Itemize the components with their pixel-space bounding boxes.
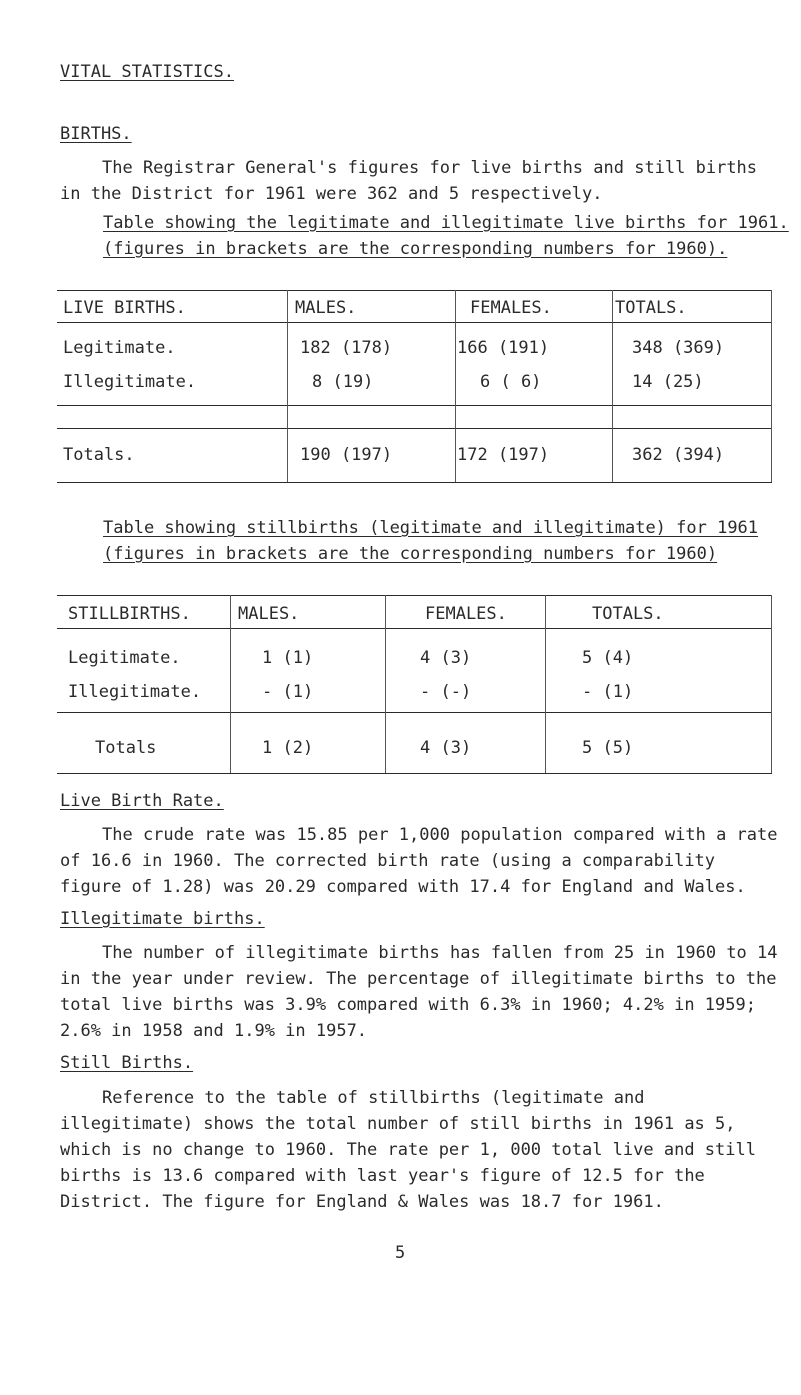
- still-births-title: Still Births.: [60, 1053, 194, 1073]
- row-totals: 14 (25): [632, 372, 704, 392]
- births-title: BIRTHS.: [60, 124, 132, 144]
- total-females: 172 (197): [457, 445, 550, 465]
- stillbirths-caption-1: Table showing stillbirths (legitimate and illegitimate) for 1961: [103, 518, 759, 538]
- live-births-caption-2: (figures in brackets are the corresponding numbers for 1960).: [103, 239, 728, 259]
- live-header-females: FEMALES.: [470, 298, 552, 318]
- row-females: - (-): [420, 682, 472, 702]
- illegitimate-births-paragraph: [60, 940, 780, 1044]
- row-males: 1 (1): [262, 648, 314, 668]
- row-females: 166 (191): [457, 338, 550, 358]
- row-totals: 5 (4): [582, 648, 634, 668]
- row-totals: - (1): [582, 682, 634, 702]
- live-birth-rate-text: The crude rate was 15.85 per 1,000 population compared with a rate of 16.6 in 1960. The corrected birth rate (using a comparability figure of 1.28) was 20.29 compared with 17.4 for England and Wales.: [60, 825, 778, 897]
- live-birth-rate-paragraph: [60, 822, 780, 900]
- row-females: 6 ( 6): [480, 372, 542, 392]
- live-header-totals: TOTALS.: [615, 298, 687, 318]
- total-males: 190 (197): [300, 445, 393, 465]
- total-label: Totals.: [63, 445, 135, 465]
- still-header-females: FEMALES.: [425, 604, 507, 624]
- still-births-text: Reference to the table of stillbirths (legitimate and illegitimate) shows the total number of still births in 1961 as 5, which is no change to 1960. The rate per 1, 000 total live and still births is 13.6 compared with last year's figure of 12.5 for the District. The figure for England & Wales was 18.7 for 1961.: [60, 1088, 756, 1212]
- row-males: - (1): [262, 682, 314, 702]
- births-intro: [60, 155, 780, 207]
- row-males: 8 (19): [312, 372, 374, 392]
- page-heading: VITAL STATISTICS.: [60, 62, 234, 82]
- live-births-caption-1: Table showing the legitimate and illegitimate live births for 1961.: [103, 213, 789, 233]
- still-header-males: MALES.: [238, 604, 300, 624]
- still-births-paragraph: [60, 1085, 780, 1215]
- still-header-totals: TOTALS.: [592, 604, 664, 624]
- total-males: 1 (2): [262, 738, 314, 758]
- births-intro-text: The Registrar General's figures for live births and still births in the District for 1961 were 362 and 5 respectively.: [60, 158, 758, 204]
- stillbirths-caption-2: (figures in brackets are the corresponding numbers for 1960): [103, 544, 718, 564]
- live-header-label: LIVE BIRTHS.: [63, 298, 186, 318]
- row-males: 182 (178): [300, 338, 393, 358]
- illegitimate-births-title: Illegitimate births.: [60, 909, 265, 929]
- total-females: 4 (3): [420, 738, 472, 758]
- live-birth-rate-title: Live Birth Rate.: [60, 791, 224, 811]
- row-label: Legitimate.: [68, 648, 181, 668]
- total-label: Totals: [95, 738, 157, 758]
- illegitimate-births-text: The number of illegitimate births has fallen from 25 in 1960 to 14 in the year under review. The percentage of illegitimate births to the total live births was 3.9% compared with 6.3% in 1960; 4.2% in 1959; 2.6% in 1958 and 1.9% in 1957.: [60, 943, 778, 1041]
- row-label: Illegitimate.: [68, 682, 202, 702]
- total-totals: 362 (394): [632, 445, 725, 465]
- row-females: 4 (3): [420, 648, 472, 668]
- row-label: Illegitimate.: [63, 372, 197, 392]
- live-header-males: MALES.: [295, 298, 357, 318]
- still-header-label: STILLBIRTHS.: [68, 604, 191, 624]
- row-label: Legitimate.: [63, 338, 176, 358]
- total-totals: 5 (5): [582, 738, 634, 758]
- page-number: 5: [395, 1243, 406, 1263]
- row-totals: 348 (369): [632, 338, 725, 358]
